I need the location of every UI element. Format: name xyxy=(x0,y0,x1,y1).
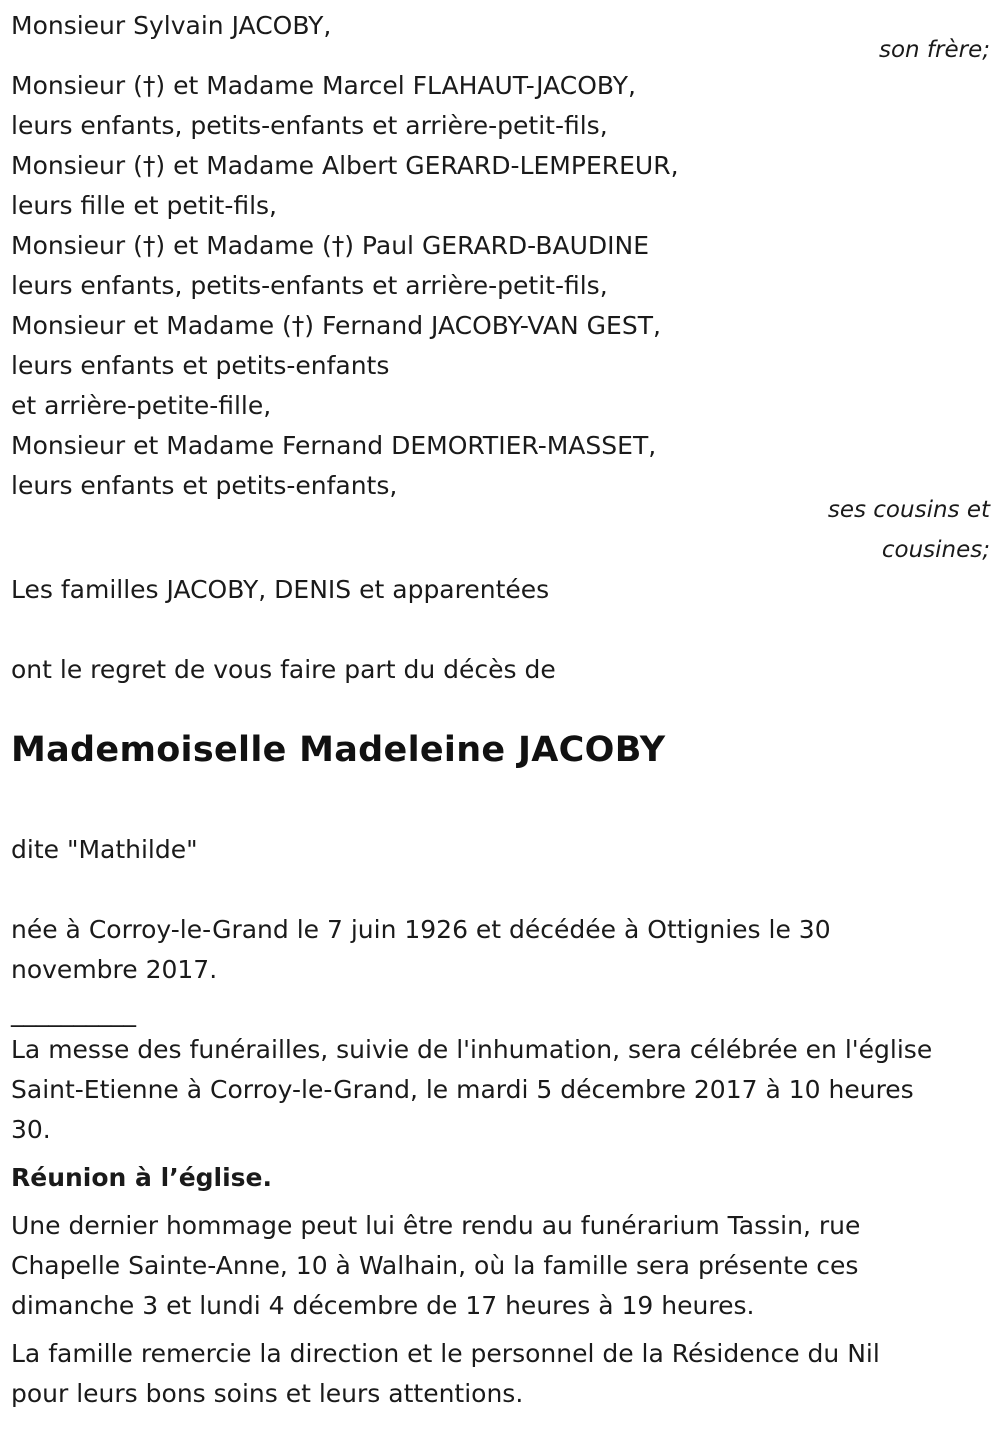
cousins-list xyxy=(11,66,990,506)
cousin-line: Monsieur et Madame (†) Fernand JACOBY-VAN GEST, xyxy=(11,311,661,340)
birth-death-dates xyxy=(11,910,990,990)
cousin-line: Monsieur (†) et Madame (†) Paul GERARD-BAUDINE xyxy=(11,231,649,260)
cousin-line: leurs enfants et petits-enfants xyxy=(11,351,390,380)
cousins-role-line2: cousines; xyxy=(881,537,990,563)
meeting-note: Réunion à l’église. xyxy=(11,1163,273,1192)
funeral-line: 30. xyxy=(11,1115,51,1144)
brother-role: son frère; xyxy=(878,37,990,63)
tribute-line: dimanche 3 et lundi 4 décembre de 17 heures à 19 heures. xyxy=(11,1291,755,1320)
thanks-line: pour leurs bons soins et leurs attentions. xyxy=(11,1379,524,1408)
nickname: dite "Mathilde" xyxy=(11,835,198,864)
thanks-line: La famille remercie la direction et le personnel de la Résidence du Nil xyxy=(11,1339,880,1368)
families-line: Les familles JACOBY, DENIS et apparentées xyxy=(11,575,550,604)
separator-rule: __________ xyxy=(11,998,136,1027)
announcement-line: ont le regret de vous faire part du décès de xyxy=(11,655,556,684)
cousin-line: Monsieur et Madame Fernand DEMORTIER-MASSET, xyxy=(11,431,657,460)
birth-death-line: née à Corroy-le-Grand le 7 juin 1926 et décédée à Ottignies le 30 xyxy=(11,915,831,944)
thanks-paragraph xyxy=(11,1334,990,1414)
cousin-line: leurs enfants et petits-enfants, xyxy=(11,471,398,500)
cousin-line: Monsieur (†) et Madame Albert GERARD-LEMPEREUR, xyxy=(11,151,679,180)
tribute-line: Une dernier hommage peut lui être rendu au funérarium Tassin, rue xyxy=(11,1211,861,1240)
funeral-line: La messe des funérailles, suivie de l'inhumation, sera célébrée en l'église xyxy=(11,1035,933,1064)
birth-death-line: novembre 2017. xyxy=(11,955,218,984)
deceased-name: Mademoiselle Madeleine JACOBY xyxy=(11,730,666,770)
funeral-line: Saint-Etienne à Corroy-le-Grand, le mardi 5 décembre 2017 à 10 heures xyxy=(11,1075,914,1104)
cousin-line: et arrière-petite-fille, xyxy=(11,391,272,420)
tribute-paragraph xyxy=(11,1206,990,1326)
cousin-line: leurs fille et petit-fils, xyxy=(11,191,278,220)
tribute-line: Chapelle Sainte-Anne, 10 à Walhain, où la famille sera présente ces xyxy=(11,1251,859,1280)
cousin-line: Monsieur (†) et Madame Marcel FLAHAUT-JACOBY, xyxy=(11,71,636,100)
cousin-line: leurs enfants, petits-enfants et arrière-petit-fils, xyxy=(11,111,608,140)
cousins-role-line1: ses cousins et xyxy=(827,497,990,523)
cousin-line: leurs enfants, petits-enfants et arrière-petit-fils, xyxy=(11,271,608,300)
brother-name: Monsieur Sylvain JACOBY, xyxy=(11,11,332,40)
funeral-paragraph xyxy=(11,1030,990,1150)
